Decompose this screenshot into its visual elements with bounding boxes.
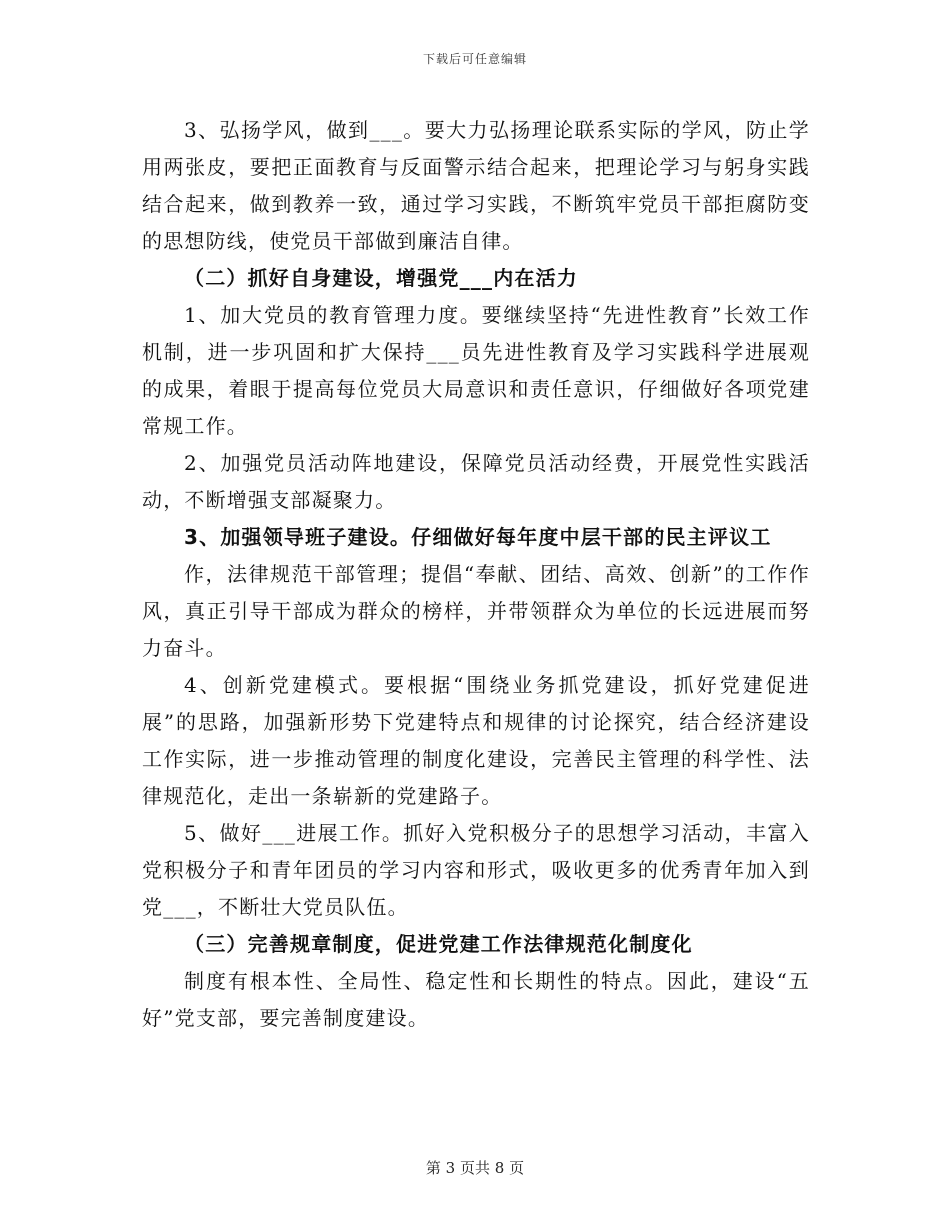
document-body (142, 112, 810, 1037)
paragraph-4-innovation: 4、创新党建模式。要根据“围绕业务抓党建设，抓好党建促进展”的思路，加强新形势下党建特点和规律的讨论探究，结合经济建设工作实际，进一步推动管理的制度化建设，完善民主管理的科学性、法律规范化，走出一条崭新的党建路子。 (142, 673, 810, 808)
paragraph-3-leadership-heading: 3、加强领导班子建设。仔细做好每年度中层干部的民主评议工 (184, 525, 772, 549)
paragraph-2-activity-base: 2、加强党员活动阵地建设，保障党员活动经费，开展党性实践活动，不断增强支部凝聚力。 (142, 451, 810, 512)
paragraph-5-development: 5、做好___进展工作。抓好入党积极分子的思想学习活动，丰富入党积极分子和青年团员的学习内容和形式，吸收更多的优秀青年加入到党___，不断壮大党员队伍。 (142, 821, 810, 919)
section-heading-3: （三）完善规章制度，促进党建工作法律规范化制度化 (184, 932, 693, 956)
page-footer: 第 3 页共 8 页 (425, 1159, 525, 1177)
page-header: 下载后可任意编辑 (422, 52, 527, 66)
paragraph-3-study-style: 3、弘扬学风，做到___。要大力弘扬理论联系实际的学风，防止学用两张皮，要把正面教育与反面警示结合起来，把理论学习与躬身实践结合起来，做到教养一致，通过学习实践，不断筑牢党员干部拒腐防变的思想防线，使党员干部做到廉洁自律。 (142, 118, 810, 253)
paragraph-system-building: 制度有根本性、全局性、稳定性和长期性的特点。因此，建设“五好”党支部，要完善制度建设。 (142, 969, 810, 1030)
paragraph-1-education: 1、加大党员的教育管理力度。要继续坚持“先进性教育”长效工作机制，进一步巩固和扩大保持___员先进性教育及学习实践科学进展观的成果，着眼于提高每位党员大局意识和责任意识，仔细做好各项党建常规工作。 (142, 303, 810, 438)
paragraph-3-leadership-body: 作，法律规范干部管理；提倡“奉献、团结、高效、创新”的工作作风，真正引导干部成为群众的榜样，并带领群众为单位的长远进展而努力奋斗。 (142, 562, 810, 660)
section-heading-2: （二）抓好自身建设，增强党___内在活力 (184, 266, 578, 290)
